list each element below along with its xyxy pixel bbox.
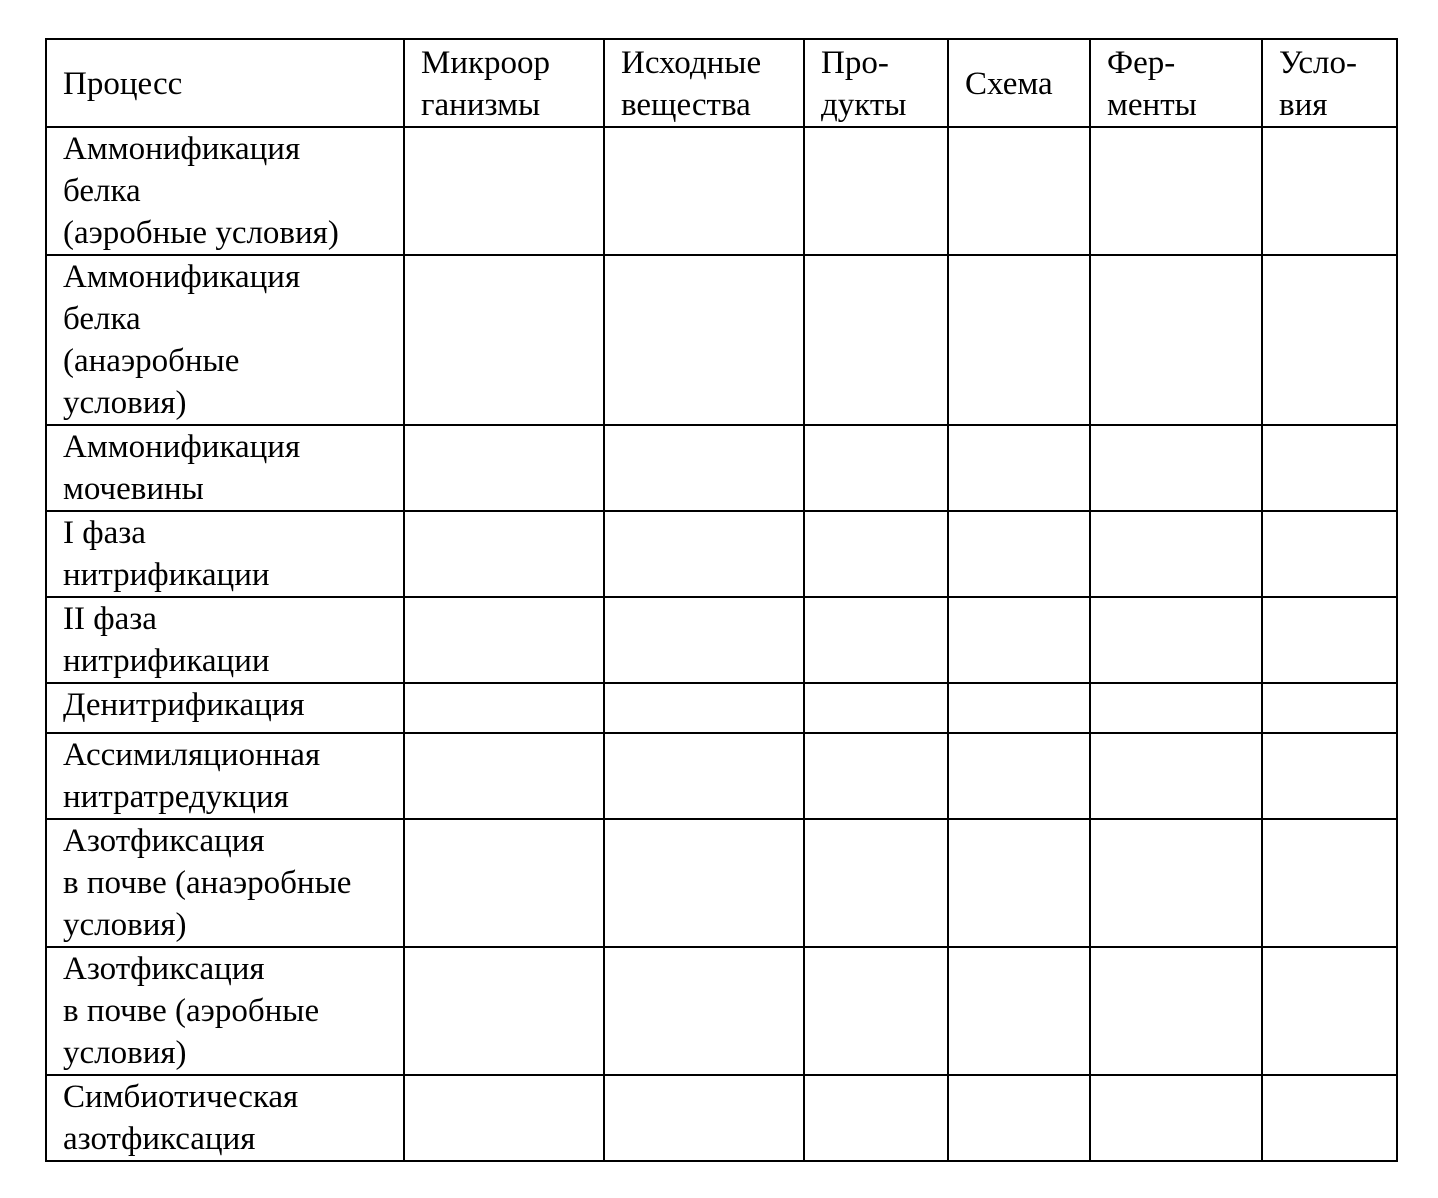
process-label: Аммонификация белка (анаэробные условия) [63, 259, 301, 421]
empty-cell [948, 597, 1090, 683]
process-label: Азотфиксация в почве (анаэробные условия) [63, 823, 352, 943]
empty-cell [404, 819, 604, 947]
process-label: II фаза нитрификации [63, 601, 270, 679]
empty-cell [1262, 255, 1397, 425]
process-label: Аммонификация мочевины [63, 429, 301, 507]
empty-cell [948, 819, 1090, 947]
process-cell [46, 425, 404, 511]
empty-cell [1262, 511, 1397, 597]
empty-cell [1090, 819, 1262, 947]
empty-cell [604, 511, 804, 597]
table-row [46, 819, 1397, 947]
empty-cell [804, 255, 948, 425]
empty-cell [804, 733, 948, 819]
empty-cell [404, 597, 604, 683]
empty-cell [404, 947, 604, 1075]
empty-cell [1090, 683, 1262, 733]
empty-cell [404, 733, 604, 819]
process-label: Симбиотическая азотфиксация [63, 1079, 299, 1157]
process-cell [46, 683, 404, 733]
empty-cell [1262, 425, 1397, 511]
empty-cell [1262, 597, 1397, 683]
empty-cell [604, 597, 804, 683]
empty-cell [1090, 733, 1262, 819]
empty-cell [804, 597, 948, 683]
header-process-label: Процесс [63, 66, 183, 102]
process-cell [46, 947, 404, 1075]
empty-cell [1090, 1075, 1262, 1161]
empty-cell [948, 947, 1090, 1075]
empty-cell [604, 683, 804, 733]
process-cell [46, 597, 404, 683]
empty-cell [948, 733, 1090, 819]
table-row [46, 733, 1397, 819]
process-cell [46, 819, 404, 947]
process-cell [46, 255, 404, 425]
header-scheme [948, 39, 1090, 127]
header-conditions-label: Усло- вия [1279, 45, 1358, 123]
empty-cell [1090, 947, 1262, 1075]
empty-cell [1090, 425, 1262, 511]
empty-cell [604, 1075, 804, 1161]
empty-cell [948, 511, 1090, 597]
empty-cell [948, 1075, 1090, 1161]
empty-cell [804, 127, 948, 255]
empty-cell [1262, 733, 1397, 819]
header-source-substances [604, 39, 804, 127]
table-row [46, 597, 1397, 683]
empty-cell [804, 683, 948, 733]
empty-cell [404, 511, 604, 597]
empty-cell [804, 819, 948, 947]
empty-cell [948, 255, 1090, 425]
table-row [46, 127, 1397, 255]
process-cell [46, 511, 404, 597]
empty-cell [804, 511, 948, 597]
empty-cell [404, 255, 604, 425]
empty-cell [1262, 1075, 1397, 1161]
process-label: Азотфиксация в почве (аэробные условия) [63, 951, 320, 1071]
empty-cell [404, 683, 604, 733]
empty-cell [604, 255, 804, 425]
header-row [46, 39, 1397, 127]
process-label: Аммонификация белка (аэробные условия) [63, 131, 339, 251]
empty-cell [804, 1075, 948, 1161]
table-row [46, 683, 1397, 733]
header-enzymes-label: Фер- менты [1107, 45, 1197, 123]
empty-cell [948, 127, 1090, 255]
header-conditions [1262, 39, 1397, 127]
empty-cell [1262, 683, 1397, 733]
empty-cell [404, 127, 604, 255]
process-label: I фаза нитрификации [63, 515, 270, 593]
header-microorganisms-label: Микроор ганизмы [421, 45, 551, 123]
empty-cell [948, 425, 1090, 511]
table-row [46, 947, 1397, 1075]
empty-cell [604, 819, 804, 947]
table-row [46, 511, 1397, 597]
process-cell [46, 733, 404, 819]
header-enzymes [1090, 39, 1262, 127]
empty-cell [1090, 127, 1262, 255]
table-row [46, 1075, 1397, 1161]
empty-cell [604, 947, 804, 1075]
empty-cell [1090, 597, 1262, 683]
empty-cell [604, 425, 804, 511]
process-table [45, 38, 1398, 1162]
empty-cell [948, 683, 1090, 733]
header-process [46, 39, 404, 127]
empty-cell [404, 425, 604, 511]
process-cell [46, 1075, 404, 1161]
process-label: Денитрификация [63, 687, 305, 723]
empty-cell [1262, 127, 1397, 255]
table-row [46, 255, 1397, 425]
process-cell [46, 127, 404, 255]
empty-cell [604, 733, 804, 819]
empty-cell [1090, 511, 1262, 597]
header-scheme-label: Схема [965, 66, 1053, 102]
empty-cell [804, 425, 948, 511]
table-row [46, 425, 1397, 511]
empty-cell [1090, 255, 1262, 425]
empty-cell [1262, 947, 1397, 1075]
empty-cell [1262, 819, 1397, 947]
header-microorganisms [404, 39, 604, 127]
header-products [804, 39, 948, 127]
empty-cell [404, 1075, 604, 1161]
empty-cell [804, 947, 948, 1075]
header-products-label: Про- дукты [821, 45, 907, 123]
process-label: Ассимиляционная нитратредукция [63, 737, 321, 815]
empty-cell [604, 127, 804, 255]
header-source-substances-label: Исходные вещества [621, 45, 762, 123]
